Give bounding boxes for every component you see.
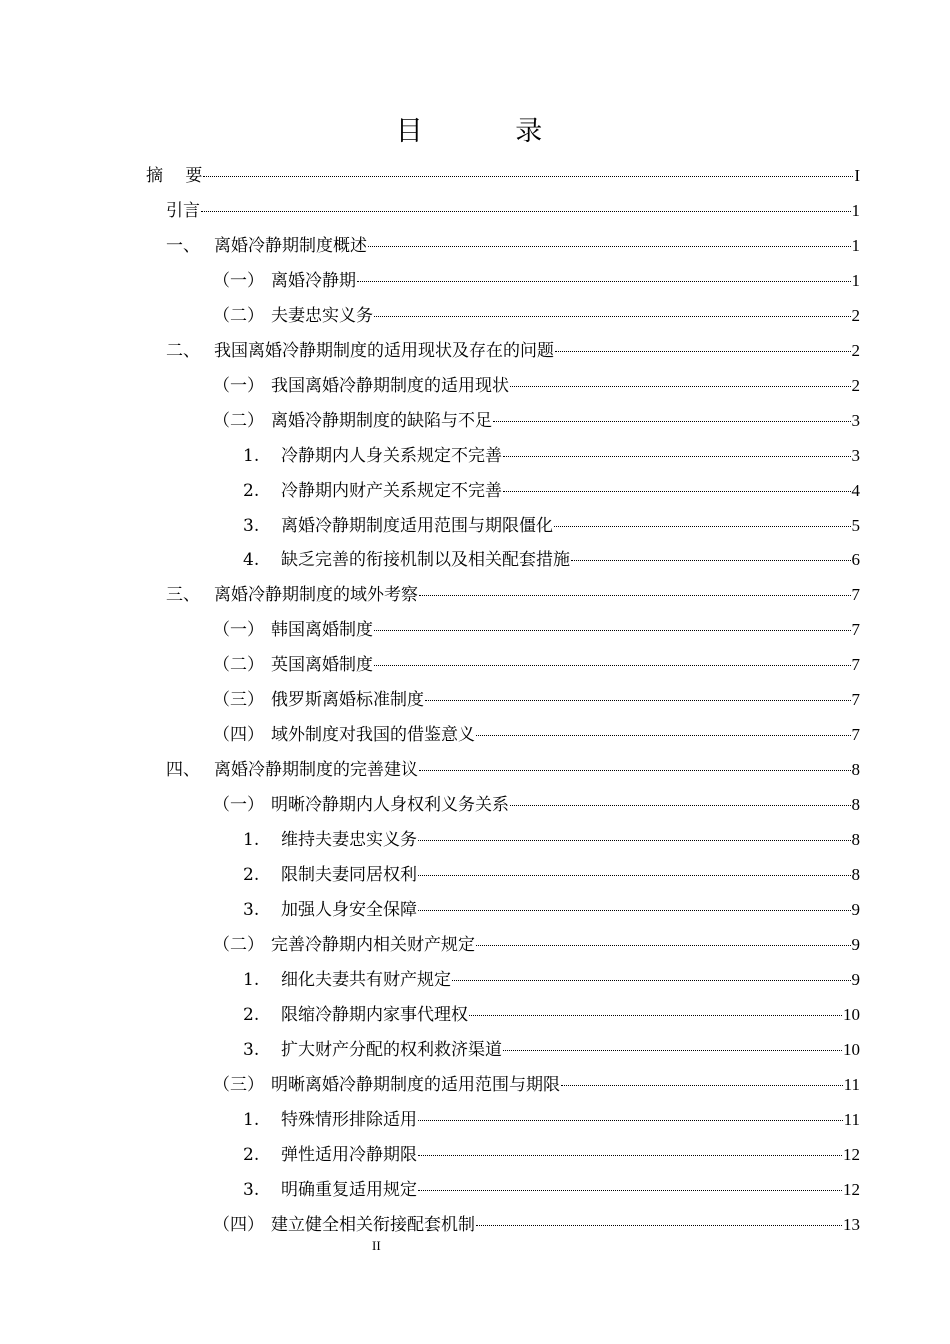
toc-entry-number: （二） [213,655,264,676]
toc-entry-number: 3. [243,515,260,536]
toc-leader-dots [503,491,851,492]
toc-entry-title: 扩大财产分配的权利救济渠道 [281,1039,502,1060]
toc-entry[interactable] [243,1172,860,1207]
toc-entry-number: 二、 [166,340,200,361]
toc-entry[interactable] [243,997,860,1032]
toc-entry-title: 明晰冷静期内人身权利义务关系 [271,795,509,816]
toc-entry-number: （三） [213,1074,264,1095]
toc-title: 目 录 [395,116,585,147]
toc-leader-dots [503,456,851,457]
toc-entry-title: 建立健全相关衔接配套机制 [271,1214,475,1235]
toc-entry-page: 7 [851,620,860,640]
toc-entry-page: 10 [843,1004,860,1024]
toc-leader-dots [203,176,853,177]
toc-entry-page: 12 [843,1179,860,1199]
toc-entry-number: （一） [213,375,264,396]
toc-entry-number: （一） [213,620,264,641]
toc-entry-title: 离婚冷静期制度适用范围与期限僵化 [281,515,553,536]
toc-entry-number: （一） [213,795,264,816]
toc-entry[interactable] [243,962,860,997]
toc-leader-dots [503,1050,842,1051]
toc-entry-title: 我国离婚冷静期制度的适用现状及存在的问题 [214,340,554,361]
toc-entry[interactable] [243,1102,860,1137]
toc-leader-dots [476,735,851,736]
toc-entry-page: 2 [851,340,860,360]
toc-entry-title: 细化夫妻共有财产规定 [281,969,451,990]
toc-entry-page: 7 [851,725,860,745]
toc-entry-page: 5 [851,515,860,535]
toc-entry-page: 6 [851,550,860,570]
toc-entry-number: （四） [213,1214,264,1235]
toc-entry-page: 7 [851,585,860,605]
toc-leader-dots [476,945,851,946]
toc-entry-page: 1 [851,235,860,255]
toc-entry[interactable] [243,1032,860,1067]
toc-entry-page: 9 [851,899,860,919]
toc-entry-number: 四、 [166,760,200,781]
toc-entry-page: 3 [851,410,860,430]
toc-leader-dots [357,281,851,282]
toc-entry-page: 2 [851,375,860,395]
toc-entry-title: 弹性适用冷静期限 [281,1144,417,1165]
toc-entry-number: 三、 [166,585,200,606]
toc-leader-dots [419,595,851,596]
toc-entry[interactable] [243,438,860,473]
toc-leader-dots [201,211,851,212]
toc-leader-dots [469,1015,842,1016]
toc-entry-title: 离婚冷静期制度的域外考察 [214,585,418,606]
toc-entry-number: （二） [213,934,264,955]
toc-entry-title: 维持夫妻忠实义务 [281,830,417,851]
toc-entry-title: 限缩冷静期内家事代理权 [281,1004,468,1025]
toc-entry[interactable] [166,752,860,787]
toc-entry-page: 10 [843,1039,860,1059]
toc-entry-page: 8 [851,760,860,780]
toc-entry-number: 1. [243,830,260,851]
toc-entry[interactable] [166,193,860,228]
page-number: II [372,1238,381,1253]
toc-entry-title: 缺乏完善的衔接机制以及相关配套措施 [281,550,570,571]
toc-leader-dots [374,316,851,317]
toc-entry[interactable] [243,473,860,508]
toc-entry-title: 离婚冷静期制度的缺陷与不足 [271,410,492,431]
toc-entry-page: 7 [851,655,860,675]
toc-entry-number: 4. [243,550,260,571]
toc-entry-number: 1. [243,445,260,466]
toc-leader-dots [418,875,851,876]
toc-leader-dots [419,770,851,771]
toc-entry-title: 特殊情形排除适用 [281,1109,417,1130]
toc-leader-dots [418,1120,843,1121]
toc-entry-title: 我国离婚冷静期制度的适用现状 [271,375,509,396]
toc-leader-dots [418,910,851,911]
toc-entry[interactable] [213,298,860,333]
toc-entry-number: 2. [243,1004,260,1025]
toc-entry-number: （三） [213,690,264,711]
toc-entry-number: （二） [213,410,264,431]
toc-entry-title: 明晰离婚冷静期制度的适用范围与期限 [271,1074,560,1095]
toc-entry-title: 离婚冷静期制度概述 [214,235,367,256]
toc-leader-dots [418,1190,842,1191]
toc-entry[interactable] [213,1067,860,1102]
toc-entry-page: I [854,166,860,185]
toc-entry[interactable] [243,822,860,857]
toc-entry[interactable] [146,158,860,193]
toc-leader-dots [571,560,851,561]
toc-entry[interactable] [243,542,860,577]
toc-entry[interactable] [243,892,860,927]
toc-entry-page: 11 [843,1074,860,1094]
toc-entry-number: （二） [213,305,264,326]
toc-entry-number: （四） [213,725,264,746]
toc-entry-page: 13 [843,1214,860,1234]
toc-entry-page: 2 [851,305,860,325]
toc-entry[interactable] [243,508,860,543]
toc-entry-title: 夫妻忠实义务 [271,305,373,326]
toc-entry-title: 限制夫妻同居权利 [281,865,417,885]
toc-entry[interactable] [213,647,860,682]
toc-entry[interactable] [243,857,860,892]
toc-leader-dots [374,665,851,666]
toc-entry-title: 明确重复适用规定 [281,1179,417,1200]
toc-entry-number: 1. [243,969,260,990]
toc-entry-page: 8 [851,795,860,815]
toc-entry-number: 2. [243,1144,260,1165]
toc-entry-page: 1 [851,270,860,290]
toc-leader-dots [452,980,851,981]
toc-leader-dots [476,1225,842,1226]
toc-leader-dots [425,700,851,701]
toc-leader-dots [493,421,851,422]
toc-entry-number: 1. [243,1109,260,1130]
toc-entry-title: 冷静期内财产关系规定不完善 [281,480,502,501]
toc-entry[interactable] [213,368,860,403]
toc-leader-dots [510,386,851,387]
toc-leader-dots [510,805,851,806]
toc-entry[interactable] [166,333,860,368]
toc-entry-title: 摘 要 [146,166,203,186]
toc-entry-title: 俄罗斯离婚标准制度 [271,690,424,711]
toc-entry[interactable] [166,228,860,263]
toc-entry-number: 3. [243,1039,260,1060]
toc-entry-title: 离婚冷静期 [271,270,356,291]
toc-entry-title: 域外制度对我国的借鉴意义 [271,725,475,746]
toc-leader-dots [554,526,851,527]
toc-entry-title: 加强人身安全保障 [281,899,417,920]
toc-entry-page: 8 [851,830,860,850]
toc-entry[interactable] [243,1137,860,1172]
toc-entry[interactable] [213,612,860,647]
toc-entry[interactable] [213,263,860,298]
toc-entry-title: 英国离婚制度 [271,655,373,676]
toc-entry-number: 3. [243,1179,260,1200]
toc-entry[interactable] [213,682,860,717]
toc-entry-title: 韩国离婚制度 [271,620,373,641]
toc-entry-number: 一、 [166,235,200,256]
toc-entry[interactable] [213,927,860,962]
toc-entry-number: （一） [213,270,264,291]
toc-leader-dots [374,630,851,631]
toc-entry-title: 离婚冷静期制度的完善建议 [214,760,418,781]
toc-entry-page: 9 [851,934,860,954]
toc-entry-title: 完善冷静期内相关财产规定 [271,934,475,955]
toc-entry-page: 7 [851,690,860,710]
toc-entry-page: 1 [851,200,860,220]
toc-entry[interactable] [213,787,860,822]
toc-entry[interactable] [166,577,860,612]
toc-entry-title: 引言 [166,200,200,221]
toc-entry[interactable] [213,1207,860,1242]
toc-entry[interactable] [213,403,860,438]
toc-entry-number: 2. [243,480,260,501]
toc-entry-title: 冷静期内人身关系规定不完善 [281,445,502,466]
toc-entry-page: 9 [851,969,860,989]
toc-leader-dots [418,840,851,841]
toc-leader-dots [555,351,851,352]
toc-entry-page: 11 [843,1109,860,1129]
toc-leader-dots [561,1085,843,1086]
toc-leader-dots [368,246,851,247]
toc-entry-number: 3. [243,899,260,920]
toc-entry-page: 3 [851,445,860,465]
toc-entry-page: 12 [843,1144,860,1164]
toc-entry-page: 8 [851,865,860,884]
toc-entry[interactable] [213,717,860,752]
toc-entry-page: 4 [851,480,860,500]
toc-entry-number: 2. [243,865,260,885]
toc-leader-dots [418,1155,842,1156]
